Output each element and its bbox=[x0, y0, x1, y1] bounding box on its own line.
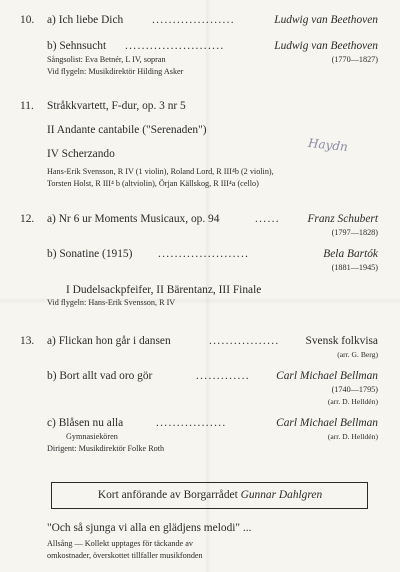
item-13a-arranger: (arr. G. Berg) bbox=[337, 350, 378, 359]
item-13b-dots: ............. bbox=[196, 370, 250, 382]
speech-line bbox=[51, 489, 369, 501]
item-12b-movements: I Dudelsackpfeifer, II Bärentanz, III Finale bbox=[66, 284, 262, 296]
item-12-piano: Vid flygeln: Hans-Erik Svensson, R IV bbox=[47, 298, 176, 307]
item-13-number: 13. bbox=[20, 335, 35, 347]
speech-prefix: Kort anförande av Borgarrådet bbox=[97, 489, 241, 501]
item-10-soloist: Sångsolist: Eva Betnér, L IV, sopran bbox=[47, 55, 166, 64]
item-11-players-2: Torsten Holst, R III⁴ b (altviolin), Örjan Källskog, R III⁴a (cello) bbox=[47, 179, 259, 188]
singalong-note-2: omkostnader, överskottet tillfaller musikfonden bbox=[47, 551, 203, 560]
item-13b-years: (1740—1795) bbox=[331, 385, 378, 394]
speech-speaker: Gunnar Dahlgren bbox=[240, 489, 323, 501]
item-12a-years: (1797—1828) bbox=[331, 228, 378, 237]
item-13c-composer: Carl Michael Bellman bbox=[276, 417, 378, 429]
item-12-number: 12. bbox=[20, 213, 35, 225]
item-12b-dots: ...................... bbox=[158, 248, 250, 260]
item-12a-dots: ...... bbox=[255, 213, 280, 225]
singalong-title: "Och så sjunga vi alla en glädjens melodi" ... bbox=[47, 522, 252, 534]
item-12b-title: b) Sonatine (1915) bbox=[47, 248, 133, 260]
item-13b-composer: Carl Michael Bellman bbox=[276, 370, 378, 382]
item-10-piano: Vid flygeln: Musikdirektör Hilding Asker bbox=[47, 67, 184, 76]
item-13b-arranger: (arr. D. Helldén) bbox=[327, 397, 378, 406]
item-10a-title: a) Ich liebe Dich bbox=[47, 14, 124, 26]
item-10b-title: b) Sehnsucht bbox=[47, 40, 107, 52]
item-13c-title: c) Blåsen nu alla bbox=[47, 417, 124, 429]
item-11-number: 11. bbox=[20, 100, 34, 112]
item-13a-title: a) Flickan hon går i dansen bbox=[47, 335, 171, 347]
item-11-movement-4: IV Scherzando bbox=[47, 148, 115, 160]
item-13c-performer: Gymnasiekören bbox=[66, 432, 118, 441]
singalong-note-1: Allsång — Kollekt upptages för täckande av bbox=[47, 539, 193, 548]
item-12a-composer: Franz Schubert bbox=[307, 213, 378, 225]
item-13a-dots: ................. bbox=[209, 335, 280, 347]
item-11-players-1: Hans-Erik Svensson, R IV (1 violin), Roland Lord, R III⁴b (2 violin), bbox=[47, 167, 274, 176]
item-10b-dots: ........................ bbox=[125, 40, 225, 52]
item-10-number: 10. bbox=[20, 14, 35, 26]
item-10b-composer: Ludwig van Beethoven bbox=[274, 40, 378, 52]
item-13c-arranger: (arr. D. Helldén) bbox=[327, 432, 378, 441]
item-12b-years: (1881—1945) bbox=[331, 263, 378, 272]
item-11-title: Stråkkvartett, F-dur, op. 3 nr 5 bbox=[47, 100, 186, 112]
item-13-conductor: Dirigent: Musikdirektör Folke Roth bbox=[47, 444, 165, 453]
item-12a-title: a) Nr 6 ur Moments Musicaux, op. 94 bbox=[47, 213, 220, 225]
item-13a-composer: Svensk folkvisa bbox=[305, 335, 378, 347]
item-10b-years: (1770—1827) bbox=[331, 55, 378, 64]
handwritten-note: Haydn bbox=[307, 135, 349, 155]
item-13c-dots: ................. bbox=[156, 417, 227, 429]
item-12b-composer: Bela Bartók bbox=[323, 248, 378, 260]
item-11-movement-2: II Andante cantabile ("Serenaden") bbox=[47, 124, 207, 136]
item-13b-title: b) Bort allt vad oro gör bbox=[47, 370, 153, 382]
item-10a-dots: .................... bbox=[152, 14, 235, 26]
item-10a-composer: Ludwig van Beethoven bbox=[274, 14, 378, 26]
